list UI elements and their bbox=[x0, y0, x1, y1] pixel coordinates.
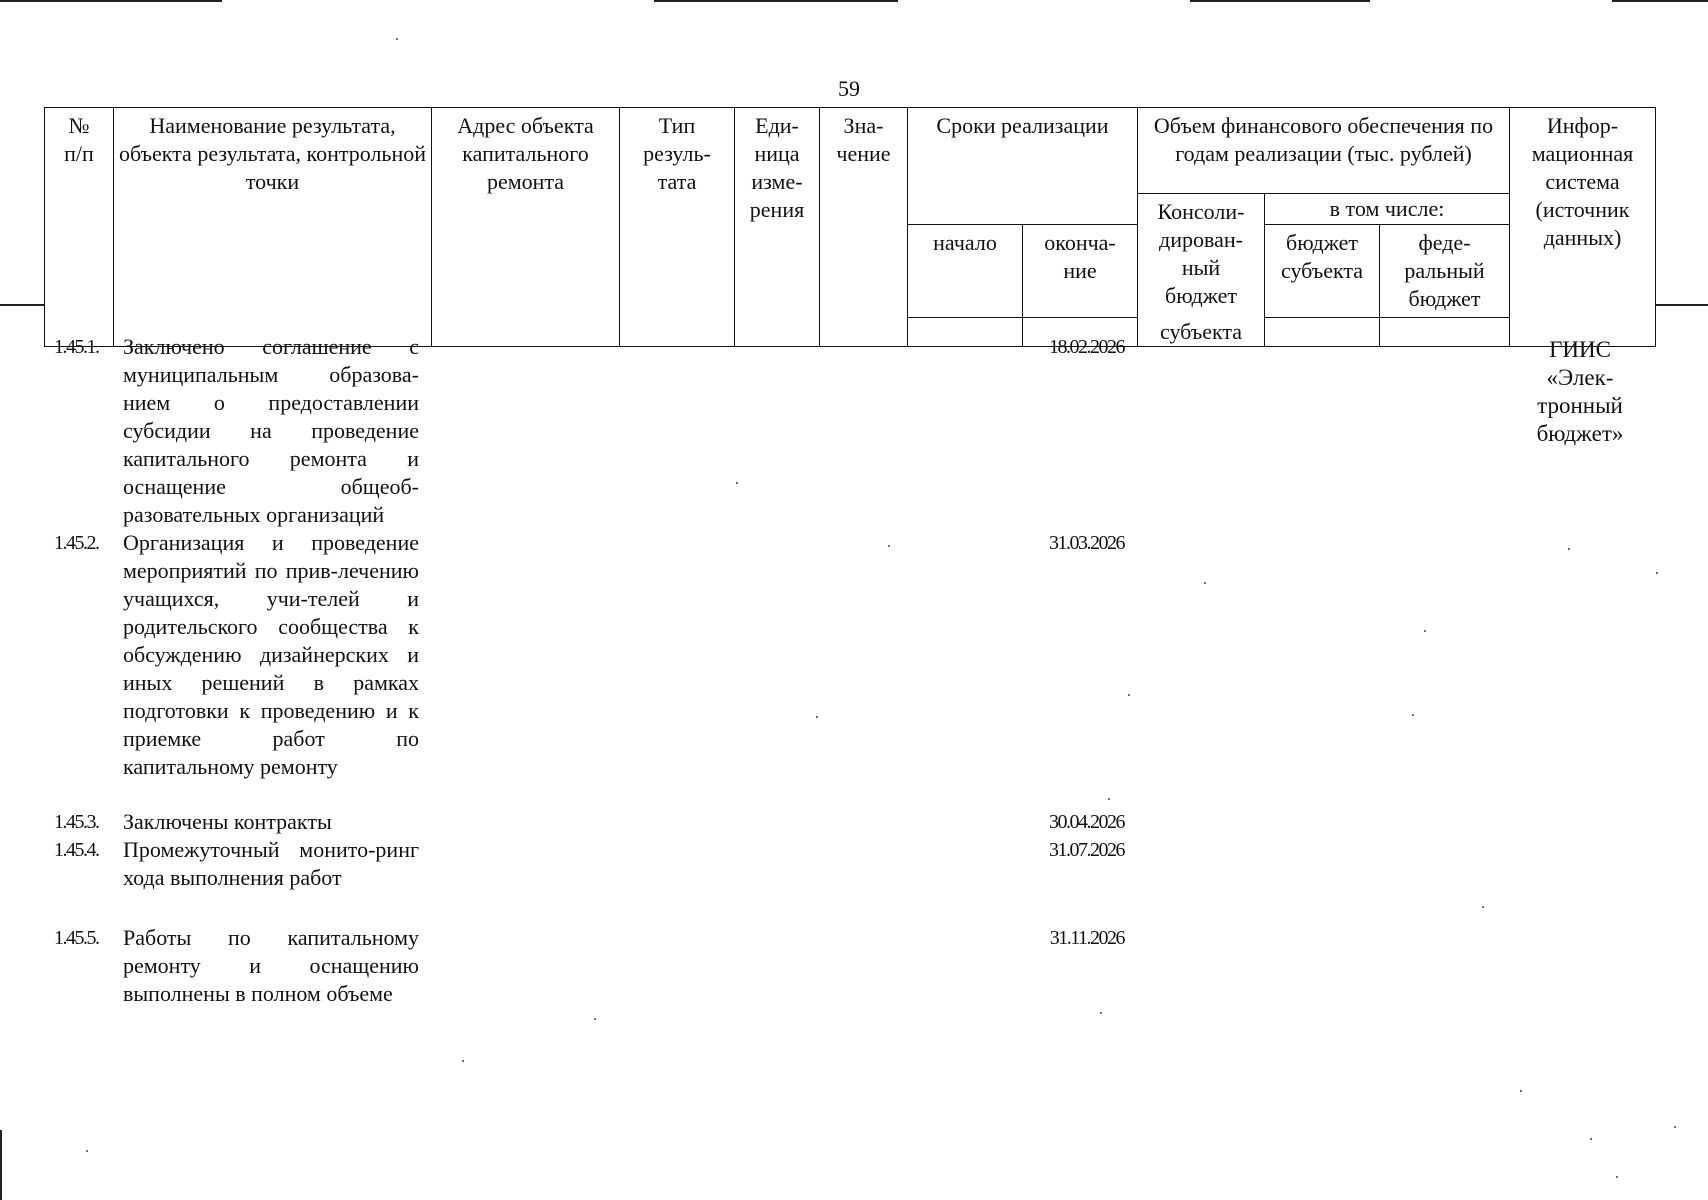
row-name: Организация и проведение мероприятий по прив-лечению учащихся, учи-телей и родительского сообщества к обсуждению дизайнерских и иных решений в рамках подготовки к проведению и к приемке работ по капитальному ремонту bbox=[123, 530, 419, 779]
header-address: Адрес объекта капитального ремонта bbox=[432, 108, 620, 347]
scan-edge-top-mid bbox=[654, 0, 898, 2]
scan-speck bbox=[1204, 582, 1206, 584]
row-number: 1.45.3. bbox=[54, 811, 99, 833]
scan-speck bbox=[1482, 906, 1484, 908]
row-end-date: 31.07.2026 bbox=[1049, 839, 1124, 861]
row-number: 1.45.5. bbox=[54, 927, 99, 949]
row-name: Промежуточный монито-ринг хода выполнения работ bbox=[123, 837, 419, 890]
scan-speck bbox=[816, 716, 818, 718]
row-name: Заключено соглашение с муниципальным образова-нием о предоставлении субсидии на проведение капитального ремонта и оснащение общеоб-разовательных организаций bbox=[123, 334, 419, 527]
scan-speck bbox=[736, 482, 738, 484]
header-value: Зна- чение bbox=[820, 108, 908, 347]
scan-line-right-margin bbox=[1655, 304, 1708, 306]
header-end: оконча- ние bbox=[1023, 225, 1138, 318]
header-consolidated: Консоли- дирован- ный бюджет bbox=[1138, 194, 1265, 318]
scan-speck bbox=[1674, 1126, 1676, 1128]
header-info-system: Инфор- мационная система (источник данных) bbox=[1510, 108, 1656, 347]
scan-edge-top-far-right bbox=[1612, 0, 1708, 2]
row-number: 1.45.2. bbox=[54, 532, 99, 554]
row-end-date: 31.11.2026 bbox=[1049, 927, 1124, 949]
scan-speck bbox=[1656, 572, 1658, 574]
scan-speck bbox=[888, 545, 890, 547]
header-subject-budget: бюджет субъекта bbox=[1265, 225, 1380, 318]
header-table bbox=[44, 107, 1656, 347]
row-end-date: 18.02.2026 bbox=[1049, 336, 1124, 358]
scan-speck bbox=[396, 38, 398, 40]
scan-edge-top-right bbox=[1190, 0, 1370, 2]
header-incl: в том числе: bbox=[1265, 194, 1510, 225]
scan-edge-top-left bbox=[0, 0, 222, 2]
header-num: № п/п bbox=[45, 108, 114, 347]
scan-speck bbox=[1100, 1012, 1102, 1014]
scan-speck bbox=[594, 1018, 596, 1020]
row-number: 1.45.1. bbox=[54, 336, 99, 358]
scan-speck bbox=[1108, 798, 1110, 800]
scan-edge-left bbox=[0, 1130, 2, 1200]
row-info-system: ГИИС «Элек- тронный бюджет» bbox=[1536, 337, 1624, 446]
header-spacer-federal bbox=[1380, 318, 1510, 347]
row-name: Заключены контракты bbox=[123, 809, 332, 834]
scan-speck bbox=[462, 1060, 464, 1062]
header-spacer-subject bbox=[1265, 318, 1380, 347]
row-number: 1.45.4. bbox=[54, 839, 99, 861]
header-federal-budget: феде- ральный бюджет bbox=[1380, 225, 1510, 318]
header-spacer-start bbox=[908, 318, 1023, 347]
scan-speck bbox=[1424, 630, 1426, 632]
row-end-date: 31.03.2026 bbox=[1049, 532, 1124, 554]
scan-speck bbox=[1128, 694, 1130, 696]
scan-speck bbox=[1616, 1176, 1618, 1178]
header-unit: Еди- ница изме- рения bbox=[735, 108, 820, 347]
row-end-date: 30.04.2026 bbox=[1049, 811, 1124, 833]
scan-line-left-margin bbox=[0, 304, 44, 306]
scan-speck bbox=[1568, 548, 1570, 550]
header-terms: Сроки реализации bbox=[908, 108, 1138, 225]
header-consolidated-cont: субъекта bbox=[1138, 318, 1265, 347]
header-start: начало bbox=[908, 225, 1023, 318]
scan-speck bbox=[1590, 1138, 1592, 1140]
header-type: Тип резуль- тата bbox=[620, 108, 735, 347]
scan-speck bbox=[86, 1150, 88, 1152]
header-finance: Объем финансового обеспечения по годам реализации (тыс. рублей) bbox=[1138, 108, 1510, 194]
scan-speck bbox=[1520, 1090, 1522, 1092]
scan-speck bbox=[1412, 714, 1414, 716]
row-name: Работы по капитальному ремонту и оснащению выполнены в полном объеме bbox=[123, 925, 419, 1006]
header-name: Наименование результата, объекта результата, контрольной точки bbox=[114, 108, 432, 347]
page-number: 59 bbox=[838, 76, 860, 101]
